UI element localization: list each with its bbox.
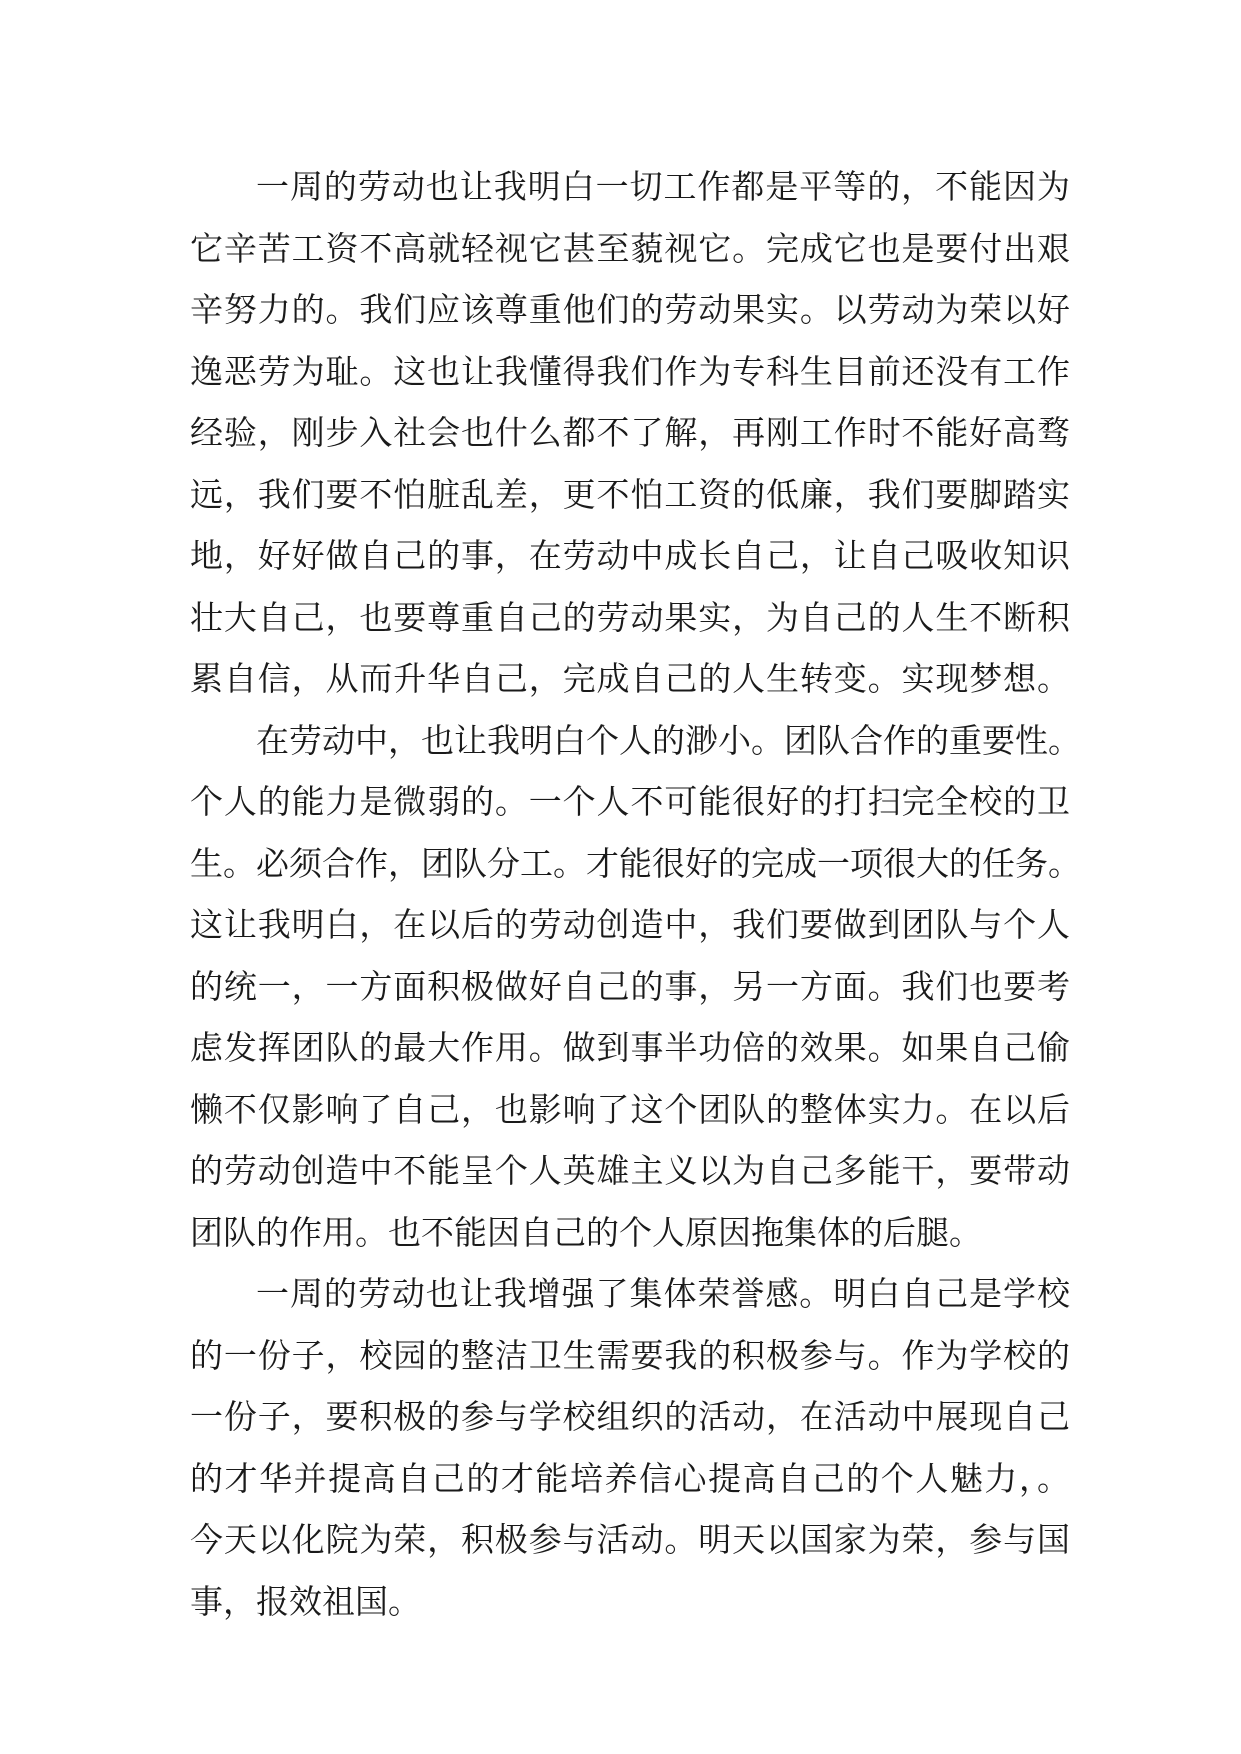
paragraph: [190, 156, 1070, 710]
text-line: 虑发挥团队的最大作用。做到事半功倍的效果。如果自己偷: [190, 1028, 1070, 1067]
text-line: 事，报效祖国。: [190, 1581, 421, 1621]
text-line: 的劳动创造中不能呈个人英雄主义以为自己多能干，要带动: [190, 1151, 1070, 1190]
text-line: 这让我明白，在以后的劳动创造中，我们要做到团队与个人: [190, 905, 1070, 944]
text-line: 的统一，一方面积极做好自己的事，另一方面。我们也要考: [190, 966, 1070, 1006]
text-line: 生。必须合作，团队分工。才能很好的完成一项很大的任务。: [190, 843, 1081, 883]
paragraph: [190, 710, 1081, 1264]
text-line: 一周的劳动也让我增强了集体荣誉感。明白自己是学校: [256, 1274, 1070, 1313]
text-line: 辛努力的。我们应该尊重他们的劳动果实。以劳动为荣以好: [190, 290, 1070, 329]
text-line: 懒不仅影响了自己，也影响了这个团队的整体实力。在以后: [190, 1089, 1070, 1129]
text-line: 的才华并提高自己的才能培养信心提高自己的个人魅力，。: [190, 1458, 1070, 1498]
text-line: 经验，刚步入社会也什么都不了解，再刚工作时不能好高骛: [190, 413, 1070, 452]
text-line: 一周的劳动也让我明白一切工作都是平等的，不能因为: [256, 167, 1070, 206]
text-line: 今天以化院为荣，积极参与活动。明天以国家为荣，参与国: [190, 1520, 1070, 1559]
paragraph: [190, 1263, 1070, 1632]
document-body: [190, 156, 1081, 1632]
text-line: 远，我们要不怕脏乱差，更不怕工资的低廉，我们要脚踏实: [190, 474, 1070, 514]
text-line: 团队的作用。也不能因自己的个人原因拖集体的后腿。: [190, 1212, 982, 1252]
text-line: 累自信，从而升华自己，完成自己的人生转变。实现梦想。: [190, 659, 1070, 698]
text-line: 在劳动中，也让我明白个人的渺小。团队合作的重要性。: [256, 720, 1081, 760]
text-line: 个人的能力是微弱的。一个人不可能很好的打扫完全校的卫: [190, 782, 1070, 821]
text-line: 一份子，要积极的参与学校组织的活动，在活动中展现自己: [190, 1397, 1070, 1436]
text-line: 地，好好做自己的事，在劳动中成长自己，让自己吸收知识: [190, 536, 1070, 575]
text-line: 的一份子，校园的整洁卫生需要我的积极参与。作为学校的: [190, 1335, 1070, 1375]
text-line: 壮大自己，也要尊重自己的劳动果实，为自己的人生不断积: [190, 597, 1070, 637]
text-line: 它辛苦工资不高就轻视它甚至藐视它。完成它也是要付出艰: [190, 228, 1070, 268]
text-line: 逸恶劳为耻。这也让我懂得我们作为专科生目前还没有工作: [190, 351, 1070, 391]
